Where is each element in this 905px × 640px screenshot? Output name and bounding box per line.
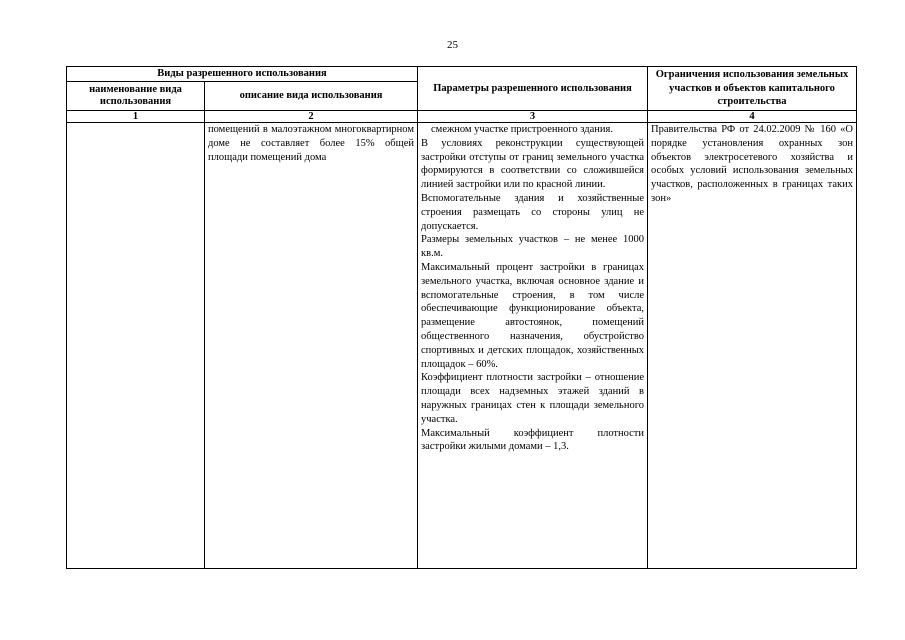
column-number-row bbox=[67, 111, 857, 123]
header-col1: наименование вида использования bbox=[67, 82, 205, 111]
header-group-title: Виды разрешенного использования bbox=[67, 67, 418, 82]
cell-col3-para: Максимальный процент застройки в границах земельного участка, включая основное здание и вспомогательные строения, в том числе обеспечивающие функционирование объекта, размещение автостоянок, помещений общественного назначения, обустройство спортивных и детских площадок, хозяйственных площадок – 60%. bbox=[421, 261, 645, 370]
cell-col1 bbox=[67, 123, 205, 569]
page-number: 25 bbox=[447, 39, 458, 51]
table-row bbox=[67, 123, 857, 569]
header-col3: Параметры разрешенного использования bbox=[418, 67, 648, 111]
column-number-1: 1 bbox=[67, 111, 205, 123]
column-number-4: 4 bbox=[648, 111, 857, 123]
cell-col2-para: помещений в малоэтажном многоквартирном доме не составляет более 15% общей площади помещений дома bbox=[208, 124, 415, 163]
cell-col3-para: В условиях реконструкции существующей застройки отступы от границ земельного участка формируются в соответствии со сложившейся линией застройки или по красной линии. bbox=[421, 137, 645, 191]
header-col4: Ограничения использования земельных участков и объектов капитального строительства bbox=[648, 67, 857, 111]
column-number-3: 3 bbox=[418, 111, 648, 123]
cell-col3-para: Размеры земельных участков – не менее 1000 кв.м. bbox=[421, 234, 645, 260]
cell-col4 bbox=[648, 123, 857, 569]
cell-col3-para: смежном участке пристроенного здания. bbox=[431, 124, 613, 135]
cell-col4-para: Правительства РФ от 24.02.2009 № 160 «О порядке установления охранных зон объектов электросетевого хозяйства и особых условий использования земельных участков, расположенных в границах таких зон» bbox=[651, 124, 854, 204]
cell-col2 bbox=[205, 123, 418, 569]
header-col2: описание вида использования bbox=[205, 82, 418, 111]
cell-col3-para: Коэффициент плотности застройки – отношение площади всех надземных этажей зданий в наружных границах стен к площади земельного участка. bbox=[421, 372, 645, 425]
cell-col3-para: Вспомогательные здания и хозяйственные строения размещать со стороны улиц не допускается. bbox=[421, 192, 645, 232]
column-number-2: 2 bbox=[205, 111, 418, 123]
land-use-table bbox=[66, 66, 857, 569]
cell-col3-para: Максимальный коэффициент плотности застройки жилыми домами – 1,3. bbox=[421, 427, 645, 453]
cell-col3 bbox=[418, 123, 648, 569]
header-row-1 bbox=[67, 67, 857, 82]
